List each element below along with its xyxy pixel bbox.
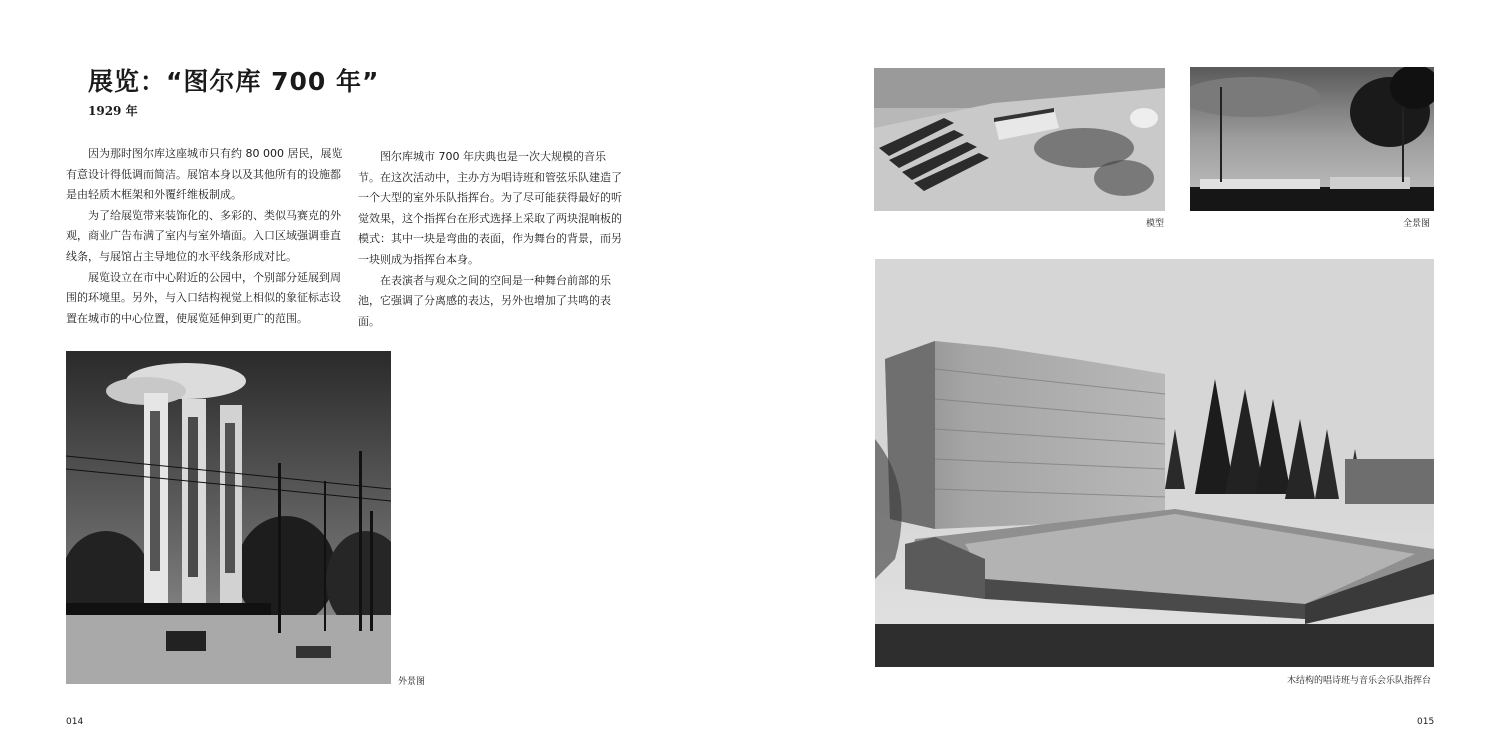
year-subtitle: 1929 年 [88, 104, 138, 118]
panorama-caption: 全景图 [1403, 219, 1431, 229]
paragraph: 展览设立在市中心附近的公园中，个别部分延展到周围的环境里。另外，与入口结构视觉上相似的象征标志设置在城市的中心位置，使展览延伸到更广的范围。 [66, 270, 341, 325]
bandstand-photo [875, 259, 1434, 667]
model-caption: 模型 [1146, 219, 1165, 229]
exterior-photo [66, 351, 391, 684]
paragraph: 图尔库城市 700 年庆典也是一次大规模的音乐节。在这次活动中，主办方为唱诗班和管弦乐队建造了一个大型的室外乐队指挥台。为了尽可能获得最好的听觉效果，这个指挥台在形式选择上采取了两块混响板的模式：其中一块是弯曲的表面，作为舞台的背景，而另一块则成为指挥台本身。 [358, 150, 622, 266]
paragraph: 在表演者与观众之间的空间是一种舞台前部的乐池，它强调了分离感的表达，另外也增加了共鸣的表面。 [358, 273, 611, 328]
bandstand-caption: 木结构的唱诗班与音乐会乐队指挥台 [1287, 676, 1432, 686]
paragraph: 因为那时图尔库这座城市只有约 80 000 居民，展览有意设计得低调而简洁。展馆本身以及其他所有的设施都是由轻质木框架和外覆纤维板制成。 [66, 147, 343, 202]
model-photo [874, 68, 1165, 211]
page-title: 展览：“图尔库 700 年” [88, 67, 380, 96]
text-column-1 [66, 144, 344, 329]
page-number-left: 014 [66, 717, 84, 727]
page-number-right: 015 [1417, 717, 1435, 727]
exterior-caption: 外景图 [398, 677, 426, 687]
paragraph: 为了给展览带来装饰化的、多彩的、类似马赛克的外观，商业广告布满了室内与室外墙面。入口区域强调垂直线条，与展馆占主导地位的水平线条形成对比。 [66, 208, 341, 263]
panorama-photo [1190, 67, 1434, 211]
text-column-2 [358, 147, 626, 332]
